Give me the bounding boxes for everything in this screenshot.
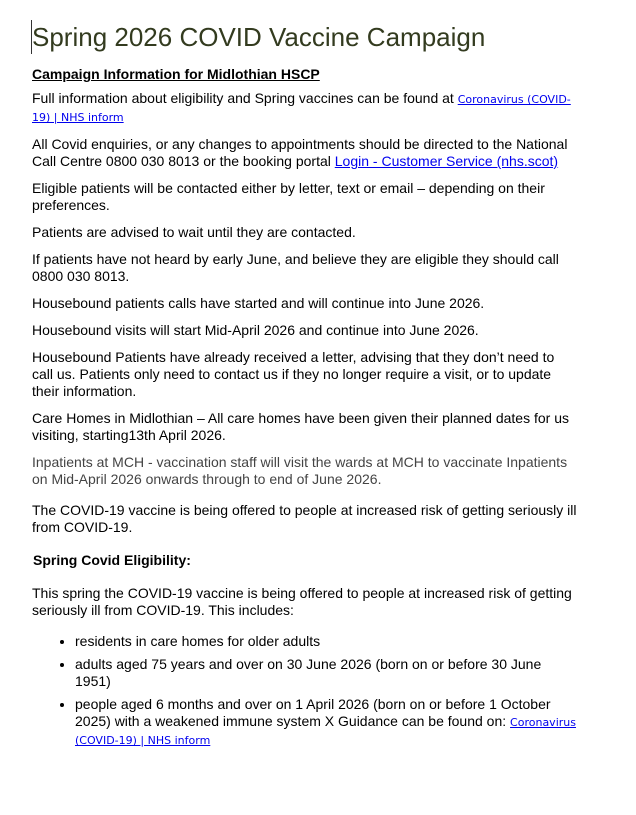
booking-portal-link[interactable]: Login - Customer Service (nhs.scot) [334, 153, 559, 169]
paragraph-contact-method: Eligible patients will be contacted either by letter, text or email – depending on their preferences. [32, 180, 545, 213]
paragraph-text: Full information about eligibility and Spring vaccines can be found at [32, 90, 458, 106]
paragraph-care-homes: Care Homes in Midlothian – All care homes have been given their planned dates for us visiting, starting13th April 2026. [32, 410, 569, 443]
document-page [32, 18, 577, 755]
campaign-subheading: Campaign Information for Midlothian HSCP [32, 66, 320, 82]
list-item [75, 696, 577, 749]
paragraph-not-heard: If patients have not heard by early June, and believe they are eligible they should call 0800 030 8013. [32, 251, 559, 284]
paragraph-spring-includes: This spring the COVID-19 vaccine is being offered to people at increased risk of getting seriously ill from COVID-19. This includes: [32, 585, 572, 618]
paragraph-housebound-visits: Housebound visits will start Mid-April 2026 and continue into June 2026. [32, 322, 479, 338]
list-item: • adults aged 75 years and over on 30 June 2026 (born on or before 30 June 1951) [75, 656, 577, 690]
eligibility-heading: Spring Covid Eligibility: [33, 552, 191, 568]
nhs-inform-link[interactable]: Coronavirus (COVID-19) | NHS inform [32, 93, 571, 124]
page-title: Spring 2026 COVID Vaccine Campaign [31, 20, 577, 54]
list-item-text: people aged 6 months and over on 1 April 2026 (born on or before 1 October 2025) with a weakened immune system X Guidance can be found on: [75, 696, 551, 729]
paragraph-inpatients: Inpatients at MCH - vaccination staff will visit the wards at MCH to vaccinate Inpatients on Mid-April 2026 onwards through to end of June 2026. [32, 454, 568, 487]
paragraph-wait: Patients are advised to wait until they are contacted. [32, 224, 356, 240]
list-item: • residents in care homes for older adults [75, 633, 577, 650]
paragraph-enquiries [32, 136, 577, 170]
nhs-inform-guidance-link[interactable]: Coronavirus (COVID-19) | NHS inform [75, 716, 576, 747]
paragraph-housebound-calls: Housebound patients calls have started and will continue into June 2026. [32, 295, 485, 311]
paragraph-eligibility-info [32, 90, 577, 126]
paragraph-offered: The COVID-19 vaccine is being offered to people at increased risk of getting seriously ill from COVID-19. [32, 502, 577, 535]
paragraph-text: All Covid enquiries, or any changes to appointments should be directed to the National Call Centre 0800 030 8013 or the booking portal [32, 136, 568, 169]
paragraph-housebound-letter: Housebound Patients have already received a letter, advising that they don’t need to call us. Patients only need to contact us if they no longer require a visit, or to update their information. [32, 349, 555, 399]
eligibility-list [32, 633, 577, 749]
